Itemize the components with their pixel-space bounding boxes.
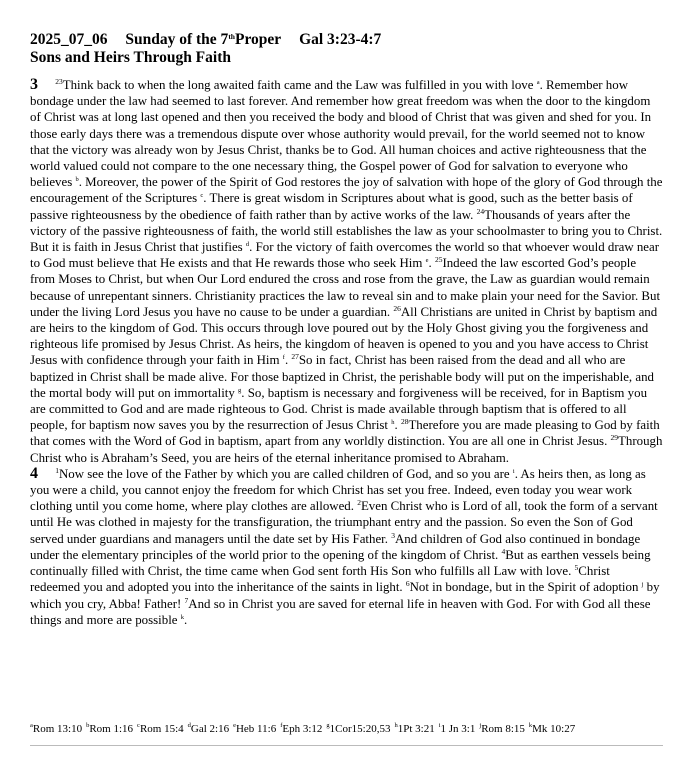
verse-number: 27 — [291, 352, 299, 362]
verse-text: . So, baptism is necessary and forgiveness will be received, for in Baptism you are committed to God and are made righteous to God. Christ is made available through baptism that is offered to all people, for baptism now saves you by the resurrection of Jesus Christ — [30, 385, 648, 433]
scripture-reference: Gal 3:23-4:7 — [299, 31, 382, 48]
footnote-item — [394, 723, 434, 735]
verse-number: 26 — [393, 303, 401, 313]
footnote-marker: c — [137, 722, 140, 729]
footnote-item — [326, 723, 390, 735]
chapter-number: 4 — [30, 464, 38, 482]
footnote-item — [86, 723, 133, 735]
footnote-reference: 1Pt 3:21 — [397, 723, 435, 735]
footnote-marker: i — [512, 467, 515, 475]
verse-number: 2 — [357, 498, 361, 508]
header-line — [30, 30, 663, 49]
verse-text: . There is great wisdom in Scriptures about what is good, such as the better basis of passive righteousness by the obedience of faith rather than by active works of the law. — [30, 191, 633, 222]
verse-text: Indeed the law escorted God’s people from Moses to Christ, but when Our Lord endured the cross and rose from the grave, the Law as guardian would remain because of unrepentant sinners. Christianity practices the law to reveal sin and to make plain your need for the Savior. But under the living Lord Jesus you have no cause to be under a guardian. — [30, 256, 661, 319]
document-page — [30, 30, 663, 628]
footnote-item — [479, 723, 525, 735]
verse-text: . As heirs then, as long as you were a child, you cannot enjoy the freedom for which Christ has set you free. Indeed, even today you wear work clothing until you come home, where play clothes are allowed. — [30, 466, 646, 514]
chapter-3-paragraph — [30, 77, 663, 466]
footnote-reference: Rom 13:10 — [32, 723, 83, 735]
ordinal-suffix: th — [228, 32, 235, 41]
verse-text: Not in bondage, but in the Spirit of adoption — [409, 580, 642, 595]
footnote-reference: Heb 11:6 — [235, 723, 277, 735]
verse-text: by which you cry, Abba! Father! — [30, 580, 660, 611]
footnote-item — [30, 723, 82, 735]
service-date: 2025_07_06 — [30, 31, 108, 48]
footnote-reference: 1 Jn 3:1 — [440, 723, 476, 735]
footnote-reference: Rom 15:4 — [139, 723, 184, 735]
verse-number: 24 — [476, 206, 485, 216]
footnote-marker: j — [641, 581, 644, 589]
footnote-marker: i — [438, 722, 441, 729]
footnote-item — [233, 723, 276, 735]
verse-text: . Moreover, the power of the Spirit of God restores the joy of salvation with hope of the glory of God through the encouragement of the Scriptures — [30, 175, 663, 206]
footnote-reference: Gal 2:16 — [190, 723, 230, 735]
verse-number: 25 — [434, 255, 443, 265]
verse-number: 7 — [184, 595, 189, 605]
footnote-divider — [30, 745, 663, 746]
verse-number: 1 — [55, 465, 59, 475]
footnote-marker: a — [536, 79, 540, 86]
footnote-item — [280, 723, 322, 735]
footnote-reference: 1Cor15:20,53 — [329, 723, 391, 735]
footnote-marker: d — [245, 241, 250, 249]
chapter-4-paragraph — [30, 466, 663, 628]
verse-number: 4 — [501, 546, 506, 556]
footnote-item — [137, 723, 184, 735]
footnote-marker: e — [425, 257, 429, 265]
verse-text: Through Christ who is Abraham’s Seed, you are heirs of the eternal inheritance promised to Abraham. — [30, 434, 663, 465]
verse-text: And so in Christ you are saved for eternal life in heaven with God. For with God all these things and more are possible — [30, 596, 651, 627]
footnote-marker: c — [200, 192, 204, 200]
footnote-marker: k — [528, 722, 533, 729]
verse-text: And children of God also continued in bondage under the elementary principles of the world prior to the opening of the kingdom of Christ. — [30, 531, 641, 562]
verse-text: All Christians are united in Christ by baptism and are heirs to the kingdom of God. This occurs through love poured out by the Holy Ghost giving you the forgiveness and righteous life promised by Jesus Christ. As heirs, the kingdom of heaven is opened to you and you have access to Christ Jesus with confidence through your faith in Him — [30, 304, 658, 368]
footnote-reference: Mk 10:27 — [532, 723, 576, 735]
chapter-number: 3 — [30, 76, 38, 93]
footnote-marker: b — [75, 176, 79, 184]
verse-text: . — [428, 256, 435, 271]
sermon-title: Sons and Heirs Through Faith — [30, 49, 231, 66]
verse-number: 3 — [391, 530, 395, 540]
verse-text: . — [394, 418, 401, 433]
verse-text: . Remember how bondage under the law had seemed to last forever. And remember how great freedom was when the door to the kingdom of Christ was at long last opened and then you received the body and blood of Christ that was given and shed for you. In those early days there was a tremendous dispute over whose authority would prevail, for the world seemed not to know that the victory was already won by Jesus Christ, thanks be to God. All human choices and active righteousness that the world valued could not compare to the one necessary thing, the Gospel power of God for salvation to everyone who believes — [30, 78, 652, 190]
verse-number: 6 — [405, 579, 410, 589]
footnote-marker: h — [394, 722, 398, 729]
verse-text: But as earthen vessels being continually filled with Christ, the time came when God sent forth His Son who fulfills all Law with love. — [30, 547, 651, 579]
footnote-marker: f — [282, 354, 285, 362]
verse-text: So in fact, Christ has been raised from the dead and all who are baptized in Christ shall be made alive. For those baptized in Christ, the perishable body will put on the imperishable, and the mortal body will put on immortality — [30, 353, 654, 400]
footnote-item — [439, 723, 476, 735]
verse-number: 28 — [400, 417, 409, 427]
footnote-reference: Rom 8:15 — [481, 723, 525, 735]
footnote-item — [188, 723, 229, 735]
footnote-marker: a — [30, 722, 33, 729]
verse-text: Thousands of years after the victory of the passive righteousness of faith, the world still establishes the law as your schoolmaster to bring you to Christ. But it is faith in Jesus Christ that justifies — [30, 207, 663, 255]
footnote-marker: d — [187, 722, 191, 729]
verse-text: . — [183, 612, 188, 627]
footnote-reference: Eph 3:12 — [282, 723, 323, 735]
footnote-item — [529, 723, 575, 735]
liturgical-day-text-end: Proper — [234, 31, 282, 48]
verse-text: Christ redeemed you and adopted you into the inheritance of the saints in light. — [30, 564, 610, 595]
footnote-marker: g — [326, 722, 330, 729]
verse-text: . For the victory of faith overcomes the world so that whoever would draw near to God must believe that He exists and that He rewards those who seek Him — [30, 240, 660, 271]
verse-number: 5 — [574, 563, 579, 573]
verse-number: 29 — [610, 433, 619, 443]
verse-text: Think back to when the long awaited faith came and the Law was fulfilled in you with love — [62, 78, 537, 92]
verse-text: Now see the love of the Father by which you are called children of God, and so you are — [58, 466, 513, 481]
footnote-marker: b — [86, 722, 90, 729]
footnote-marker: f — [280, 722, 283, 729]
footnote-reference: Rom 1:16 — [89, 723, 134, 735]
verse-text: Even Christ who is Lord of all, took the form of a servant until He was clothed in majesty for the transfiguration, the triumphant entry and the passion. So even the Son of God served under guardians and managers until the date set by His Father. — [30, 499, 658, 546]
liturgical-day — [125, 30, 281, 49]
footnote-marker: j — [479, 722, 482, 729]
footnote-marker: e — [233, 722, 236, 729]
footnote-marker: g — [238, 386, 242, 394]
verse-text: . — [284, 353, 292, 368]
footnote-marker: k — [180, 613, 184, 621]
verse-text: Therefore you are made pleasing to God by faith that comes with the Word of God in baptism, apart from any worldly distinction. You are all one in Christ Jesus. — [30, 418, 660, 449]
verse-number: 23 — [55, 77, 63, 86]
footnote-marker: h — [391, 419, 395, 427]
liturgical-day-text: Sunday of the 7 — [125, 31, 229, 48]
footnotes — [30, 722, 670, 736]
